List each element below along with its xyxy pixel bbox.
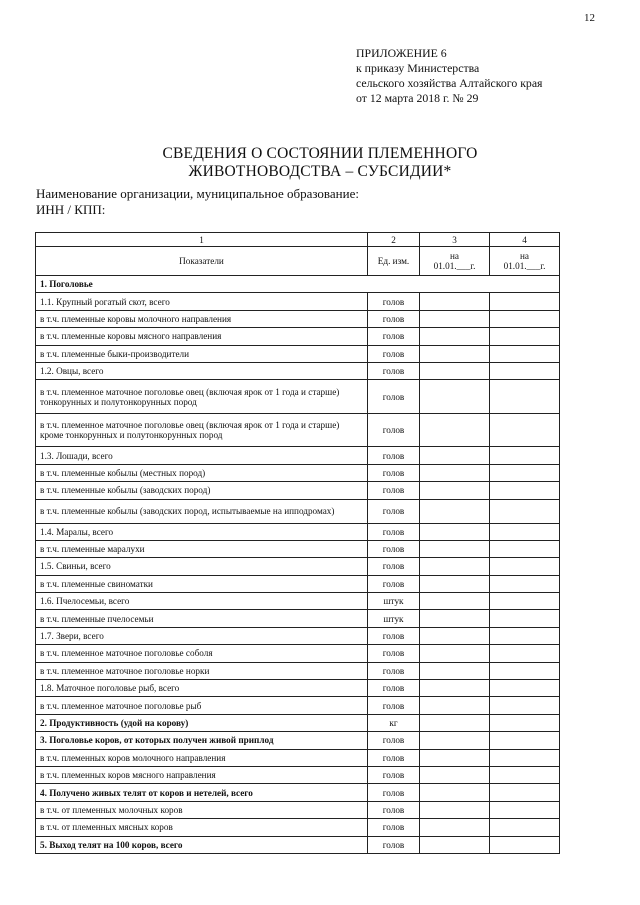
indicator-label: 1.2. Овцы, всего	[36, 362, 368, 379]
unit-cell: голов	[368, 680, 420, 697]
unit-cell: голов	[368, 310, 420, 327]
value-col3-cell[interactable]	[420, 310, 490, 327]
table-row	[36, 447, 560, 464]
value-col3-cell[interactable]	[420, 558, 490, 575]
appendix-line-2: к приказу Министерства	[356, 61, 480, 75]
column-number-row	[36, 233, 560, 247]
value-col3-cell[interactable]	[420, 464, 490, 481]
unit-cell: голов	[368, 499, 420, 523]
indicator-label: 4. Получено живых телят от коров и нетелей, всего	[36, 784, 368, 801]
col-number-4: 4	[490, 233, 560, 247]
col-number-1: 1	[36, 233, 368, 247]
indicator-label: в т.ч. племенные маралухи	[36, 540, 368, 557]
table-row	[36, 575, 560, 592]
unit-cell: голов	[368, 523, 420, 540]
indicator-label: 2. Продуктивность (удой на корову)	[36, 714, 368, 731]
header-unit: Ед. изм.	[368, 247, 420, 276]
unit-cell: голов	[368, 447, 420, 464]
value-col3-cell[interactable]	[420, 819, 490, 836]
header-year-col3	[420, 247, 490, 276]
table-row	[36, 766, 560, 783]
indicator-label: 1.3. Лошади, всего	[36, 447, 368, 464]
value-col3-cell[interactable]	[420, 413, 490, 447]
indicator-label: 1.1. Крупный рогатый скот, всего	[36, 293, 368, 310]
indicator-label: в т.ч. племенное маточное поголовье овец (включая ярок от 1 года и старше) тонкорунных и полутонкорунных пород	[36, 380, 368, 414]
unit-cell: голов	[368, 293, 420, 310]
unit-cell: голов	[368, 801, 420, 818]
unit-cell: голов	[368, 362, 420, 379]
indicator-label: в т.ч. племенные быки-производители	[36, 345, 368, 362]
unit-cell: голов	[368, 784, 420, 801]
value-col4-cell[interactable]	[490, 540, 560, 557]
indicator-label: в т.ч. племенных коров молочного направления	[36, 749, 368, 766]
value-col3-cell[interactable]	[420, 801, 490, 818]
value-col4-cell[interactable]	[490, 464, 560, 481]
value-col4-cell[interactable]	[490, 714, 560, 731]
org-label: Наименование организации, муниципальное образование:	[36, 186, 359, 201]
unit-cell: голов	[368, 627, 420, 644]
indicator-label: в т.ч. племенные кобылы (заводских пород)	[36, 482, 368, 499]
value-col4-cell[interactable]	[490, 819, 560, 836]
organization-meta	[36, 186, 359, 218]
table-row	[36, 662, 560, 679]
table-row	[36, 499, 560, 523]
title-line-1: СВЕДЕНИЯ О СОСТОЯНИИ ПЛЕМЕННОГО	[162, 145, 478, 162]
value-col4-cell[interactable]	[490, 732, 560, 749]
value-col4-cell[interactable]	[490, 610, 560, 627]
value-col4-cell[interactable]	[490, 627, 560, 644]
value-col3-cell[interactable]	[420, 714, 490, 731]
table-row	[36, 680, 560, 697]
table-row	[36, 749, 560, 766]
indicator-label: в т.ч. племенные свиноматки	[36, 575, 368, 592]
indicator-label: 1.5. Свиньи, всего	[36, 558, 368, 575]
value-col4-cell[interactable]	[490, 499, 560, 523]
unit-cell: голов	[368, 558, 420, 575]
unit-cell: голов	[368, 464, 420, 481]
table-row	[36, 328, 560, 345]
value-col4-cell[interactable]	[490, 345, 560, 362]
appendix-line-4: от 12 марта 2018 г. № 29	[356, 91, 479, 105]
unit-cell: штук	[368, 610, 420, 627]
value-col4-cell[interactable]	[490, 575, 560, 592]
table-row	[36, 482, 560, 499]
value-col3-cell[interactable]	[420, 328, 490, 345]
value-col3-cell[interactable]	[420, 482, 490, 499]
indicator-label: в т.ч. племенных коров мясного направления	[36, 766, 368, 783]
value-col4-cell[interactable]	[490, 558, 560, 575]
value-col4-cell[interactable]	[490, 784, 560, 801]
value-col3-cell[interactable]	[420, 523, 490, 540]
unit-cell: голов	[368, 819, 420, 836]
table-row	[36, 362, 560, 379]
value-col3-cell[interactable]	[420, 593, 490, 610]
document-title	[0, 145, 640, 181]
value-col3-cell[interactable]	[420, 540, 490, 557]
unit-cell: голов	[368, 836, 420, 853]
value-col3-cell[interactable]	[420, 380, 490, 414]
indicator-label: в т.ч. племенные кобылы (местных пород)	[36, 464, 368, 481]
unit-cell: голов	[368, 697, 420, 714]
value-col3-cell[interactable]	[420, 293, 490, 310]
value-col4-cell[interactable]	[490, 447, 560, 464]
value-col3-cell[interactable]	[420, 680, 490, 697]
indicator-label: в т.ч. племенные коровы молочного направления	[36, 310, 368, 327]
appendix-line-3: сельского хозяйства Алтайского края	[356, 76, 543, 90]
value-col4-cell[interactable]	[490, 645, 560, 662]
value-col3-cell[interactable]	[420, 749, 490, 766]
page-number: 12	[584, 12, 595, 24]
indicator-label: в т.ч. от племенных мясных коров	[36, 819, 368, 836]
table-row	[36, 732, 560, 749]
indicator-label: в т.ч. племенное маточное поголовье норки	[36, 662, 368, 679]
indicator-label: в т.ч. племенные кобылы (заводских пород, испытываемые на ипподромах)	[36, 499, 368, 523]
unit-cell: голов	[368, 328, 420, 345]
unit-cell: штук	[368, 593, 420, 610]
value-col4-cell[interactable]	[490, 293, 560, 310]
value-col3-cell[interactable]	[420, 784, 490, 801]
table-row	[36, 593, 560, 610]
table-row	[36, 413, 560, 447]
table-row	[36, 645, 560, 662]
indicator-label: в т.ч. племенное маточное поголовье овец (включая ярок от 1 года и старше) кроме тонкорунных и полутонкорунных пород	[36, 413, 368, 447]
value-col4-cell[interactable]	[490, 380, 560, 414]
unit-cell: голов	[368, 766, 420, 783]
value-col4-cell[interactable]	[490, 482, 560, 499]
unit-cell: голов	[368, 662, 420, 679]
unit-cell: голов	[368, 413, 420, 447]
unit-cell: голов	[368, 482, 420, 499]
indicator-label: 1.6. Пчелосемьи, всего	[36, 593, 368, 610]
header-year-col4	[490, 247, 560, 276]
unit-cell: голов	[368, 749, 420, 766]
unit-cell: голов	[368, 540, 420, 557]
value-col4-cell[interactable]	[490, 362, 560, 379]
col-number-3: 3	[420, 233, 490, 247]
unit-cell: голов	[368, 645, 420, 662]
value-col4-cell[interactable]	[490, 413, 560, 447]
table-row	[36, 801, 560, 818]
table-row	[36, 276, 560, 293]
livestock-table	[35, 232, 560, 854]
value-col3-cell[interactable]	[420, 499, 490, 523]
indicator-label: в т.ч. племенное маточное поголовье рыб	[36, 697, 368, 714]
table-row	[36, 523, 560, 540]
indicator-label: в т.ч. племенные коровы мясного направления	[36, 328, 368, 345]
value-col4-cell[interactable]	[490, 310, 560, 327]
table-row	[36, 697, 560, 714]
value-col3-cell[interactable]	[420, 732, 490, 749]
table-row	[36, 784, 560, 801]
indicator-label: в т.ч. от племенных молочных коров	[36, 801, 368, 818]
value-col3-cell[interactable]	[420, 610, 490, 627]
table-row	[36, 464, 560, 481]
table-row	[36, 345, 560, 362]
value-col3-cell[interactable]	[420, 697, 490, 714]
value-col4-cell[interactable]	[490, 697, 560, 714]
value-col3-cell[interactable]	[420, 447, 490, 464]
value-col3-cell[interactable]	[420, 627, 490, 644]
section-heading: 1. Поголовье	[36, 276, 560, 293]
unit-cell: голов	[368, 345, 420, 362]
value-col3-cell[interactable]	[420, 362, 490, 379]
appendix-block	[356, 46, 543, 106]
value-col3-cell[interactable]	[420, 662, 490, 679]
table-row	[36, 558, 560, 575]
indicator-label: в т.ч. племенное маточное поголовье соболя	[36, 645, 368, 662]
indicator-label: 1.4. Маралы, всего	[36, 523, 368, 540]
table-row	[36, 714, 560, 731]
header-row	[36, 247, 560, 276]
header-indicators: Показатели	[36, 247, 368, 276]
table-row	[36, 310, 560, 327]
value-col4-cell[interactable]	[490, 836, 560, 853]
value-col4-cell[interactable]	[490, 593, 560, 610]
table-row	[36, 627, 560, 644]
unit-cell: голов	[368, 380, 420, 414]
value-col4-cell[interactable]	[490, 801, 560, 818]
table-row	[36, 610, 560, 627]
value-col3-cell[interactable]	[420, 766, 490, 783]
value-col3-cell[interactable]	[420, 575, 490, 592]
indicator-label: 3. Поголовье коров, от которых получен живой приплод	[36, 732, 368, 749]
value-col4-cell[interactable]	[490, 749, 560, 766]
value-col4-cell[interactable]	[490, 662, 560, 679]
value-col3-cell[interactable]	[420, 345, 490, 362]
table-row	[36, 836, 560, 853]
inn-label: ИНН / КПП:	[36, 202, 106, 217]
header-col3-bottom: 01.01.___г.	[433, 261, 476, 271]
value-col3-cell[interactable]	[420, 836, 490, 853]
indicator-label: в т.ч. племенные пчелосемьи	[36, 610, 368, 627]
indicator-label: 5. Выход телят на 100 коров, всего	[36, 836, 368, 853]
header-col4-bottom: 01.01.___г.	[503, 261, 546, 271]
indicator-label: 1.7. Звери, всего	[36, 627, 368, 644]
unit-cell: кг	[368, 714, 420, 731]
table-row	[36, 819, 560, 836]
title-line-2: ЖИВОТНОВОДСТВА – СУБСИДИИ*	[188, 163, 452, 180]
value-col4-cell[interactable]	[490, 328, 560, 345]
appendix-line-1: ПРИЛОЖЕНИЕ 6	[356, 46, 447, 60]
indicator-label: 1.8. Маточное поголовье рыб, всего	[36, 680, 368, 697]
value-col4-cell[interactable]	[490, 680, 560, 697]
table-row	[36, 293, 560, 310]
table-row	[36, 380, 560, 414]
unit-cell: голов	[368, 732, 420, 749]
table-row	[36, 540, 560, 557]
header-col3-top: на	[450, 251, 459, 261]
value-col4-cell[interactable]	[490, 523, 560, 540]
unit-cell: голов	[368, 575, 420, 592]
header-col4-top: на	[520, 251, 529, 261]
value-col3-cell[interactable]	[420, 645, 490, 662]
value-col4-cell[interactable]	[490, 766, 560, 783]
col-number-2: 2	[368, 233, 420, 247]
